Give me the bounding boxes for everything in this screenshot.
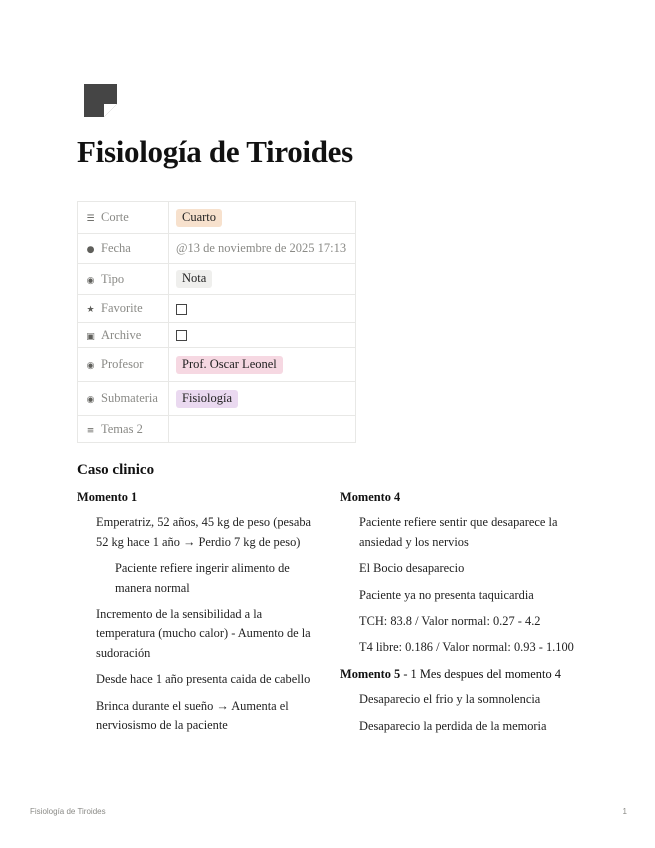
footer-title: Fisiología de Tiroides	[30, 807, 106, 816]
page-number: 1	[622, 807, 627, 816]
property-row-tipo[interactable]	[78, 264, 356, 295]
page-title: Fisiología de Tiroides	[77, 134, 353, 169]
list-item: Desaparecio la perdida de la memoria	[359, 718, 547, 733]
momento-5-subtitle: - 1 Mes despues del momento 4	[400, 666, 561, 681]
list-item: Desaparecio el frio y la somnolencia	[359, 692, 541, 707]
momento-5-title: Momento 5	[340, 666, 401, 681]
list-item: TCH: 83.8 / Valor normal: 0.27 - 4.2	[359, 614, 541, 629]
list-item: Brinca durante el sueño → Aumenta el nerviosismo de la paciente	[96, 698, 289, 733]
archive-icon: ▣	[86, 331, 95, 342]
property-row-fecha[interactable]	[78, 234, 356, 264]
column-right	[340, 488, 580, 743]
submateria-tag[interactable]: Fisiología	[176, 390, 238, 408]
select-icon: ◉	[86, 361, 95, 371]
list-item: T4 libre: 0.186 / Valor normal: 0.93 - 1.100	[359, 640, 574, 655]
list-item: El Bocio desaparecio	[359, 561, 465, 576]
select-icon: ◉	[86, 395, 95, 405]
momento-1-heading: Momento 1	[77, 490, 138, 504]
property-label: Temas 2	[101, 421, 143, 436]
property-label: Tipo	[101, 271, 125, 286]
column-left	[77, 488, 317, 742]
profesor-tag[interactable]: Prof. Oscar Leonel	[176, 356, 283, 374]
clock-icon: ●	[86, 245, 95, 255]
temas-value[interactable]	[169, 416, 356, 443]
list-item: Incremento de la sensibilidad a la temperatura (mucho calor) - Aumento de la sudoración	[96, 607, 311, 660]
property-label: Fecha	[101, 241, 131, 255]
list-icon: ≡	[86, 425, 95, 436]
property-row-corte[interactable]	[78, 202, 356, 234]
property-label: Archive	[101, 327, 142, 342]
momento-5-heading	[340, 665, 580, 684]
stack-icon: ☰	[86, 214, 95, 224]
section-title: Caso clinico	[77, 462, 155, 478]
property-label: Favorite	[101, 301, 143, 315]
momento-4-heading: Momento 4	[340, 490, 401, 504]
star-icon: ★	[86, 305, 95, 315]
property-label: Submateria	[101, 391, 158, 405]
properties-table	[77, 201, 356, 443]
fecha-value[interactable]: @13 de noviembre de 2025 17:13	[176, 241, 347, 255]
archive-checkbox[interactable]	[176, 330, 187, 341]
list-item: Desde hace 1 año presenta caida de cabello	[96, 672, 311, 687]
property-row-favorite[interactable]	[78, 295, 356, 323]
property-row-archive[interactable]	[78, 323, 356, 348]
property-label: Corte	[101, 210, 129, 224]
corte-tag[interactable]: Cuarto	[176, 209, 222, 227]
list-item: Paciente refiere ingerir alimento de manera normal	[115, 561, 290, 595]
list-item: Emperatriz, 52 años, 45 kg de peso (pesaba 52 kg hace 1 año → Perdio 7 kg de peso)	[96, 515, 312, 549]
list-item: Paciente ya no presenta taquicardia	[359, 587, 534, 602]
select-icon: ◉	[86, 275, 95, 286]
sticky-note-icon	[84, 84, 117, 117]
property-row-submateria[interactable]	[78, 382, 356, 416]
list-item: Paciente refiere sentir que desaparece la ansiedad y los nervios	[359, 515, 558, 549]
favorite-checkbox[interactable]	[176, 304, 187, 315]
property-label: Profesor	[101, 357, 144, 371]
property-row-profesor[interactable]	[78, 348, 356, 382]
tipo-tag[interactable]: Nota	[176, 270, 212, 288]
property-row-temas[interactable]	[78, 416, 356, 443]
